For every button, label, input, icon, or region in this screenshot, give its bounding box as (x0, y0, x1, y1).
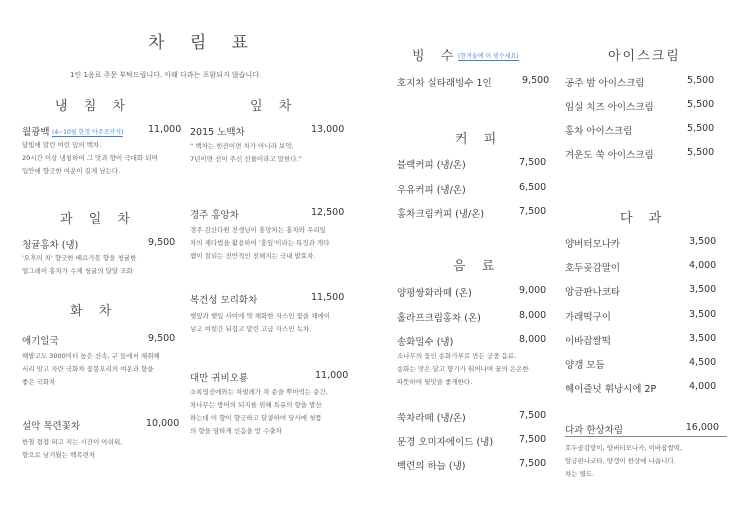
section-bingsu-heading: 빙 수 (412, 49, 460, 64)
section-icecream-heading: 아이스크림 (608, 49, 681, 64)
item-name: 경주 홍앙차 (190, 210, 239, 221)
section-cold-tea-heading: 냉 침 차 (55, 99, 131, 114)
item-price: 9,500 (522, 75, 550, 86)
item-description: '오후의 차' 향긋한 베르가못 향을 청귤한 얼그레이 홍차가 수제 청귤의 달달 조화 (22, 254, 137, 275)
item-price: 8,000 (519, 310, 547, 321)
order-notice: 1인 1음료 주문 부탁드립니다. 아래 다과는 포함되지 않습니다. (70, 71, 262, 79)
item-price: 5,500 (687, 123, 715, 134)
section-bingsu-tag: (한겨울에 이 빙수세요) (458, 53, 519, 60)
item-description: 한철 겹겹 피고 지는 시간이 아쉬워, 향으로 남겨뒀는 백목련차 (22, 438, 123, 459)
item-price: 11,000 (315, 370, 349, 381)
item-price: 4,000 (689, 381, 717, 392)
item-description: 호두곶감말이, 양버터모나카, 이바잡쌀떡, 앙금판나코타, 양갱이 한상에 나옵니다. 차는 별도. (565, 444, 683, 478)
item-price: 4,000 (689, 260, 717, 271)
item-price: 9,500 (148, 333, 176, 344)
item-name: 호지차 실타래빙수 1인 (397, 78, 492, 89)
item-price: 12,500 (311, 207, 345, 218)
item-price: 6,500 (519, 182, 547, 193)
item-name: 월광백 (22, 127, 50, 138)
item-name: 양평쌍화라떼 (온) (397, 288, 472, 299)
item-name: 다과 한상차림 (565, 425, 624, 436)
item-name: 헤이즐넛 휘낭시에 2P (565, 384, 657, 395)
item-name: 양갱 모듬 (565, 360, 605, 371)
item-name: 가래떡구이 (565, 312, 611, 323)
item-name: 홍차크림커피 (냉/온) (397, 209, 485, 220)
item-name: 공주 밤 아이스크림 (565, 78, 645, 89)
item-name: 문경 오미자에이드 (냉) (397, 437, 494, 448)
item-price: 11,500 (311, 292, 345, 303)
menu-title: 차 림 표 (148, 33, 259, 53)
item-name: 송화밀수 (냉) (397, 337, 454, 348)
item-name: 복건성 모리화차 (190, 295, 258, 306)
section-fruit-tea-heading: 과 일 차 (60, 212, 136, 227)
item-name: 임실 치즈 아이스크림 (565, 102, 654, 113)
item-price: 4,500 (689, 357, 717, 368)
item-name: 이바잡쌀떡 (565, 336, 611, 347)
item-name: 양버터모나카 (565, 239, 621, 250)
item-price: 7,500 (519, 434, 547, 445)
item-price: 3,500 (689, 333, 717, 344)
item-name: 홍차 아이스크림 (565, 126, 633, 137)
item-name: 우유커피 (냉/온) (397, 185, 466, 196)
section-leaf-tea-heading: 잎 차 (250, 99, 298, 114)
section-drinks-heading: 음 료 (453, 259, 501, 274)
item-price: 13,000 (311, 124, 345, 135)
item-price: 9,500 (148, 237, 176, 248)
item-description: 소나무의 꽃인 송화가루로 만든 궁중 음료. 송화는 맛은 달고 향기가 뛰어나며 꿀의 은은한 따뜻하여 뒷맛을 좋게한다. (397, 352, 529, 386)
item-description: 달빛에 말린 여린 잎의 백차. 20시간 이상 냉침하여 그 맛과 향이 극대화 되며 입안에 향긋한 여운이 길게 남는다. (22, 141, 158, 175)
item-name: 2015 노백차 (190, 127, 245, 138)
item-name: 앙금판나코타 (565, 287, 621, 298)
item-name: 대만 귀비오룡 (190, 373, 249, 384)
item-price: 3,500 (689, 236, 717, 247)
item-price: 7,500 (519, 410, 547, 421)
item-description: 소록엽선에와는 차벌레가 차 순을 뿌마먹는 순간, 차나무는 방어의 되지를 위해 특유의 향을 발산 하는데 이 향이 향긋하고 달콤하여 당사에 첫품 의 향을 담하게 인음을 얻 수출차 (190, 388, 328, 435)
item-name: 백련의 하늘 (냉) (397, 461, 466, 472)
item-price: 5,500 (687, 75, 715, 86)
item-price: 9,000 (519, 285, 547, 296)
item-name: 블랙커피 (냉/온) (397, 160, 466, 171)
set-menu-header (565, 422, 727, 437)
item-name: 호두곶감말이 (565, 263, 621, 274)
item-price: 10,000 (146, 418, 180, 429)
item-description: 해발고도 3000미터 높은 산속, 구 들에서 채취해 서리 맞고 자란 국화차 꽃봉오리의 여운과 향을 좋은 국화차 (22, 352, 160, 386)
item-description: “ 백차는 한잔이면 차가 아니라 보약, 7년이면 선이 주신 선물이라고 말한다.” (190, 142, 303, 163)
item-price: 3,500 (689, 284, 717, 295)
item-price: 16,000 (685, 422, 719, 433)
item-name: 애기일국 (22, 336, 59, 347)
item-price: 7,500 (519, 157, 547, 168)
item-tag: (4~10월 한정 아주조약석) (52, 129, 124, 136)
item-price: 5,500 (687, 147, 715, 158)
item-description: 경주 감산다원 전생님이 홍앙차는 홍차와 우리잎 차의 제다법을 활용하여 '홍잎'이라는 특징과 개다 햄이 잘되는 전반적인 전해지는 국내 발효차. (190, 226, 330, 260)
section-snacks-heading: 다 과 (620, 211, 668, 226)
section-flower-tea-heading: 화 차 (70, 304, 118, 319)
section-coffee-heading: 커 피 (455, 132, 503, 147)
item-name: 설악 목련꽃차 (22, 421, 81, 432)
item-price: 11,000 (148, 124, 182, 135)
item-description: 햇잎과 햇잎 사이에 약 채화한 자스민 꽃을 채에이 넣고 여럿간 뒤집고 말린 고급 자스민 녹차. (190, 312, 331, 333)
item-price: 5,500 (687, 99, 715, 110)
item-price: 7,500 (519, 458, 547, 469)
item-price: 3,500 (689, 309, 717, 320)
item-name: 홀라프크림홍차 (온) (397, 313, 481, 324)
item-name: 청귤홍차 (냉) (22, 240, 79, 251)
item-price: 7,500 (519, 206, 547, 217)
item-name: 쑥차라떼 (냉/온) (397, 413, 466, 424)
item-name: 겨운도 쑥 아이스크림 (565, 150, 654, 161)
item-price: 8,000 (519, 334, 547, 345)
